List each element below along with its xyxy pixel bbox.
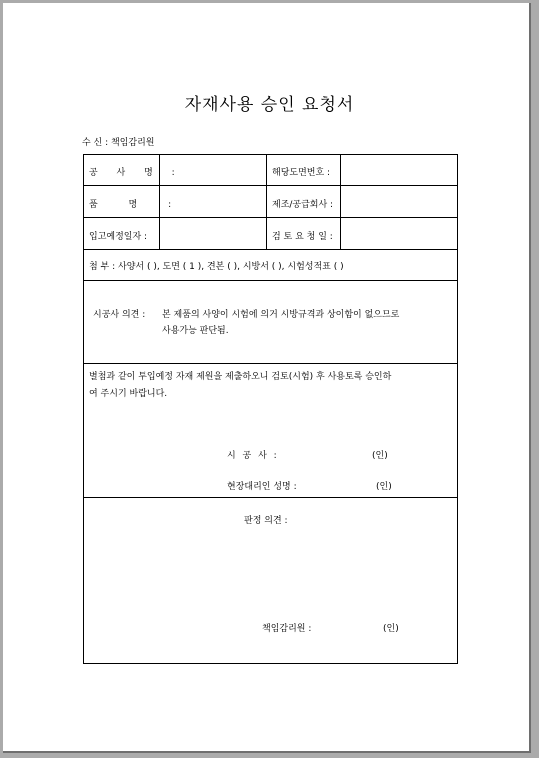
row-divider <box>84 497 457 498</box>
drawing-number-label: 해당도면번호 : <box>272 168 331 178</box>
request-text: 별첨과 같이 투입예정 자재 제원을 제출하오니 검토(시험) 후 사용토록 승인하 <box>89 372 392 382</box>
site-agent-seal: (인) <box>376 482 392 492</box>
contractor-opinion-label: 시공사 의견 : <box>93 310 146 320</box>
contractor-opinion-text: 본 제품의 사양이 시험에 의거 시방규격과 상이함이 없으므로 <box>162 310 400 320</box>
row-divider <box>84 280 457 281</box>
arrival-date-label: 입고예정일자 : <box>89 232 148 242</box>
column-divider <box>266 155 267 249</box>
manufacturer-label: 제조/공급회사 : <box>272 200 334 210</box>
contractor-seal: (인) <box>372 451 388 461</box>
recipient-line: 수 신 : 책임감리원 <box>82 138 155 148</box>
row-divider <box>84 363 457 364</box>
contractor-opinion-text-cont: 사용가능 판단됨. <box>162 326 229 336</box>
judgment-label: 판정 의견 : <box>244 516 288 526</box>
project-name-label: 공 사 명 : <box>89 168 183 178</box>
attachments-line: 첨 부 : 사양서 ( ), 도면 ( 1 ), 견본 ( ), 시방서 ( ), 시험성적표 ( ) <box>89 262 344 272</box>
contractor-label: 시 공 사 : <box>227 451 279 461</box>
supervisor-seal: (인) <box>383 624 399 634</box>
supervisor-label: 책임감리원 : <box>262 624 312 634</box>
row-divider <box>84 249 457 250</box>
document-title: 자재사용 승인 요청서 <box>184 95 355 115</box>
site-agent-label: 현장대리인 성명 : <box>227 482 297 492</box>
item-name-label: 품 명 : <box>89 200 172 210</box>
review-date-label: 검 토 요 청 일 : <box>272 232 333 242</box>
column-divider <box>340 155 341 249</box>
row-divider <box>84 217 457 218</box>
approval-request-form <box>83 154 458 664</box>
request-text-cont: 여 주시기 바랍니다. <box>89 389 168 399</box>
row-divider <box>84 185 457 186</box>
